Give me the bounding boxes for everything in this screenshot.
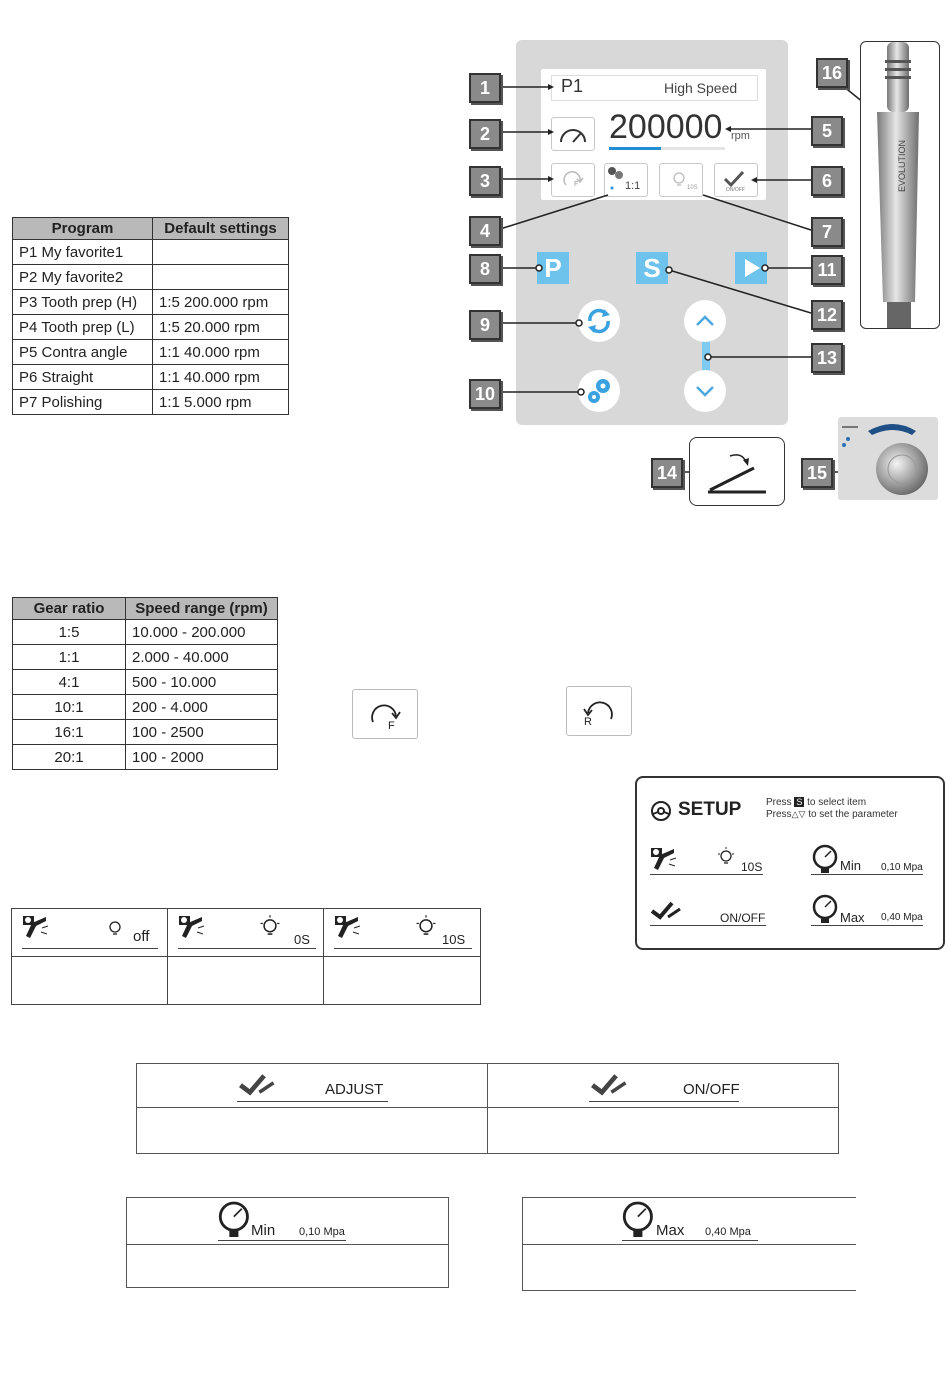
light-option-label: off <box>133 928 150 945</box>
default-settings-header: Default settings <box>153 218 289 240</box>
ratio-cell: 4:1 <box>13 670 126 695</box>
program-cell: P3 Tooth prep (H) <box>13 290 153 315</box>
table-row <box>13 645 278 670</box>
program-cell: P1 My favorite1 <box>13 240 153 265</box>
setup-max-label: Max <box>840 910 865 925</box>
program-cell: P7 Polishing <box>13 390 153 415</box>
setup-min-value: 0,10 Mpa <box>881 862 923 873</box>
callout-16: 16 <box>816 58 848 88</box>
callout-4: 4 <box>469 216 501 246</box>
callout-1: 1 <box>469 73 501 103</box>
setup-hint-2 <box>766 809 898 820</box>
light-option-label: 10S <box>442 932 466 947</box>
bulb-icon <box>105 916 125 940</box>
callout-15: 15 <box>801 458 833 488</box>
ratio-cell: 1:5 <box>13 620 126 645</box>
settings-cell: 1:1 5.000 rpm <box>153 390 289 415</box>
setup-light-value: 10S <box>741 860 763 874</box>
program-label: P1 <box>561 76 584 96</box>
setup-max-value: 0,40 Mpa <box>881 912 923 923</box>
settings-cell: 1:5 200.000 rpm <box>153 290 289 315</box>
handpiece-light-icon <box>178 912 214 942</box>
program-cell: P2 My favorite2 <box>13 265 153 290</box>
up-down-icon: △▽ <box>791 809 806 819</box>
callout-9: 9 <box>469 310 501 340</box>
table-row <box>13 695 278 720</box>
pressure-gauge-icon <box>218 1200 252 1240</box>
direction-letter: F <box>574 181 579 188</box>
forward-icon-box <box>352 689 418 739</box>
hint-press: Press <box>766 809 792 820</box>
table-row <box>13 670 278 695</box>
setup-min-label: Min <box>840 858 861 873</box>
adjust-option[interactable] <box>237 1071 388 1102</box>
forward-letter: F <box>388 720 395 732</box>
onoff-option[interactable] <box>589 1071 739 1102</box>
setup-onoff-label: ON/OFF <box>720 911 766 925</box>
range-cell: 10.000 - 200.000 <box>126 620 278 645</box>
callout-14: 14 <box>651 458 683 488</box>
callout-6: 6 <box>811 166 843 196</box>
range-cell: 2.000 - 40.000 <box>126 645 278 670</box>
handpiece-light-icon <box>650 846 686 872</box>
callout-11: 11 <box>811 255 843 285</box>
program-cell: P4 Tooth prep (L) <box>13 315 153 340</box>
handpiece-light-icon <box>22 912 58 942</box>
speed-value: 200000 <box>609 108 723 146</box>
settings-cell: 1:1 40.000 rpm <box>153 340 289 365</box>
program-cell: P5 Contra angle <box>13 340 153 365</box>
bulb-icon <box>716 846 736 868</box>
max-label: Max <box>656 1222 685 1239</box>
light-option-0s[interactable] <box>178 912 316 949</box>
setup-light-item[interactable] <box>650 846 763 875</box>
select-button[interactable]: S <box>636 252 668 284</box>
program-button[interactable]: P <box>537 252 569 284</box>
range-cell: 100 - 2500 <box>126 720 278 745</box>
ratio-cell: 10:1 <box>13 695 126 720</box>
speed-range-header: Speed range (rpm) <box>126 598 278 620</box>
coolant-knob-photo <box>838 417 938 500</box>
reverse-letter: R <box>584 716 592 728</box>
onoff-option-label: ON/OFF <box>683 1081 740 1098</box>
setup-min-item[interactable] <box>811 846 923 875</box>
hint-select: to select item <box>807 797 867 808</box>
program-header: Program <box>13 218 153 240</box>
callout-12: 12 <box>811 300 843 330</box>
setup-max-item[interactable] <box>811 896 923 926</box>
motor-handpiece-illustration <box>861 42 939 328</box>
onoff-label: ON/OFF <box>726 187 745 193</box>
callout-3: 3 <box>469 166 501 196</box>
table-row <box>13 620 278 645</box>
foot-pedal-icon <box>690 438 784 505</box>
ratio-cell: 16:1 <box>13 720 126 745</box>
light-label: 10S <box>687 185 698 191</box>
adjust-label: ADJUST <box>325 1081 384 1098</box>
speed-unit: rpm <box>731 130 750 142</box>
range-cell: 200 - 4.000 <box>126 695 278 720</box>
settings-cell: 1:1 40.000 rpm <box>153 365 289 390</box>
check-icon <box>237 1071 277 1097</box>
hint-set: to set the parameter <box>808 809 898 820</box>
settings-cell: 1:5 20.000 rpm <box>153 315 289 340</box>
hint-key-s: S <box>796 797 803 807</box>
hint-press: Press <box>766 797 792 808</box>
callout-7: 7 <box>811 217 843 247</box>
setup-hint-1 <box>766 797 866 808</box>
light-option-10s[interactable] <box>334 912 472 949</box>
check-icon <box>650 899 682 921</box>
callout-8: 8 <box>469 254 501 284</box>
gear-label: 1:1 <box>625 180 641 192</box>
rotate-forward-icon <box>353 690 417 738</box>
ratio-cell: 1:1 <box>13 645 126 670</box>
steering-wheel-icon <box>650 800 672 822</box>
setup-title: SETUP <box>678 799 742 820</box>
ratio-cell: 20:1 <box>13 745 126 770</box>
max-pressure-option[interactable] <box>622 1200 758 1241</box>
max-value: 0,40 Mpa <box>705 1226 751 1238</box>
light-option-label: 0S <box>294 932 310 947</box>
handpiece-light-icon <box>334 912 370 942</box>
callout-5: 5 <box>811 116 843 146</box>
range-cell: 500 - 10.000 <box>126 670 278 695</box>
table-row <box>13 745 278 770</box>
callout-10: 10 <box>469 379 501 409</box>
callout-2: 2 <box>469 119 501 149</box>
program-cell: P6 Straight <box>13 365 153 390</box>
gear-ratio-header: Gear ratio <box>13 598 126 620</box>
handpiece-photo <box>860 41 940 329</box>
table-row <box>13 720 278 745</box>
min-pressure-option[interactable] <box>218 1200 346 1241</box>
pressure-gauge-icon <box>811 844 841 874</box>
setup-onoff-item[interactable] <box>650 899 766 926</box>
range-cell: 100 - 2000 <box>126 745 278 770</box>
min-value: 0,10 Mpa <box>299 1226 345 1238</box>
mode-label: High Speed <box>664 80 738 96</box>
handpiece-brand: EVOLUTION <box>897 139 907 192</box>
foot-pedal-box <box>689 437 785 506</box>
pressure-gauge-icon <box>622 1200 656 1240</box>
coolant-knob-illustration <box>838 417 938 500</box>
gear-ratio-table <box>12 597 278 770</box>
rotate-reverse-icon <box>567 687 631 735</box>
bulb-on-icon <box>414 914 438 940</box>
reverse-icon-box <box>566 686 632 736</box>
light-option-off[interactable] <box>22 912 158 949</box>
pressure-gauge-icon <box>811 894 841 924</box>
min-label: Min <box>251 1222 276 1239</box>
bulb-on-icon <box>258 914 282 940</box>
check-icon <box>589 1071 629 1097</box>
callout-13: 13 <box>811 343 843 373</box>
